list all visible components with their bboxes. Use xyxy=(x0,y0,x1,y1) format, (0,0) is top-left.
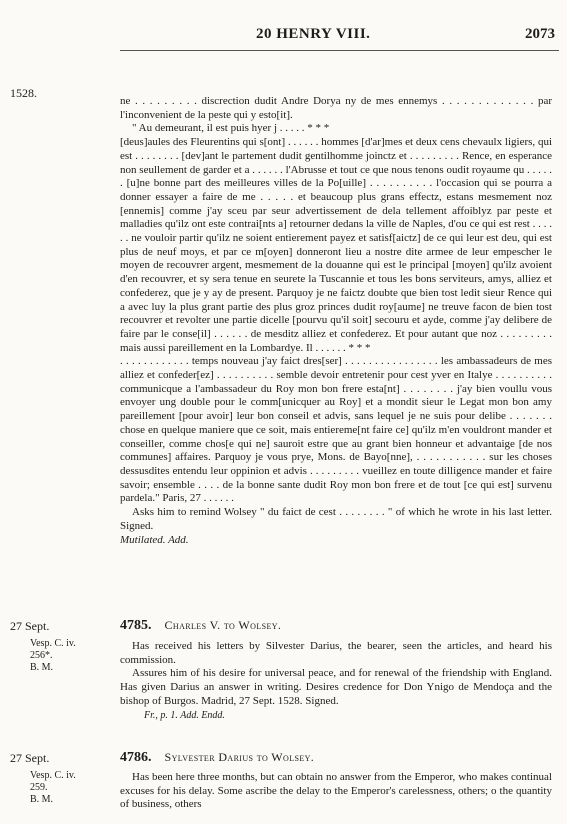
entry-date: 27 Sept. xyxy=(10,619,50,633)
entry-ref: Vesp. C. iv. xyxy=(30,638,76,649)
entry-ref: Vesp. C. iv. xyxy=(30,770,76,781)
entry-ref: 259. xyxy=(30,782,48,793)
margin-year: 1528. xyxy=(10,86,37,100)
page-header xyxy=(0,0,567,64)
letter-body xyxy=(120,95,552,547)
entry-margin-4785 xyxy=(10,620,76,674)
entry-ref: B. M. xyxy=(30,662,54,673)
page-number: 2073 xyxy=(525,26,555,42)
entry-heading-4785 xyxy=(120,618,281,634)
letter-paragraph: . . . . . . . . . . . . temps nouveau j'ay faict dres[ser] . . . . . . . . . . . . . . . . les ambassadeurs de mes alliez et confeder[ez] . . . . . . . . . . semble devoir entretenir pour cest yver en Italye . . . . . . . . . . communicque a l'ambassadeur du Roy mon bon frere esta[nt] . . . . . . . . j'ay bien voullu vous envoyer ung double pour le comm[unicquer au Roy] et a mondit sieur le Legat mon bon amy pareillement [pour avoir] leur bon conseil et advis, sans lequel je ne suis pour delibe . . . . . . . chose en quelque maniere que ce soit, mais entiereme[nt faire ce] qu'ilz m'en vouldront mander et conseiller, comme chos[e qui ne] sauroit estre que au grant bien honneur et advantaige [de nos communes] affaires. Parquoy je vous prye, Mons. de Bayo[nne], . . . . . . . . . . . sur les choses dessusdites entendu leur oppinion et advis . . . . . . . . . vueillez en toute dilligence mander et faire savoir; ensemble . . . . de la bonne sante dudit Roy mon bon frere et de tout [ce qui est] survenu pardela." Paris, 27 . . . . . . xyxy=(120,355,552,505)
letter-paragraph: Asks him to remind Wolsey " du faict de cest . . . . . . . . " of which he wrote in his last letter. Signed. xyxy=(120,506,552,532)
entry-title: Sylvester Darius to Wolsey. xyxy=(164,750,315,764)
letter-paragraph: " Au demeurant, il est puis hyer j . . . . . * * * xyxy=(132,122,330,135)
entry-paragraph: Has been here three months, but can obtain no answer from the Emperor, who makes continual excuses for his delay. Some ascribe the delay to the Emperor's carelessness, others; o the quantity of business, others xyxy=(120,771,552,811)
entry-body-4786 xyxy=(120,771,552,812)
entry-margin-4786 xyxy=(10,752,76,806)
entry-paragraph: Has received his letters by Silvester Darius, the bearer, seen the articles, and heard his commission. xyxy=(120,640,552,666)
entry-note: Fr., p. 1. Add. Endd. xyxy=(144,709,225,721)
letter-note: Mutilated. Add. xyxy=(120,533,189,546)
entry-title: Charles V. to Wolsey. xyxy=(164,618,282,632)
entry-number: 4785. xyxy=(120,618,152,633)
letter-paragraph: [deus]aules des Fleurentins qui s[ont] . . . . . . hommes [d'ar]mes et deux cens chevaulx ligiers, qui est . . . . . . . . [dev]ant le partement dudit gentilhomme joinctz et . . . . . . . . . Rence, en esperance non seullement de garder et a . . . . . . l'Abrusse et tout ce que nous tenons oudit royaume qu . . . . . . [u]ne bonne part des meilleures villes de la Po[uille] . . . . . . . . . . l'occasion qui se pourra a donner essayer a faire de me . . . . . et beaucoup plus grans effectz, estans mesmement noz [ennemis] comme j'ay sceu par seur advertissement de dela tellement affoiblyz par peste et malladies qu'ilz ont este contrai[nts a] retourner dedans la ville de Naples, d'ou ce qui est rest . . . . . . ne vouloir partir qu'ilz ne soient entierement payez et satisf[aictz] de ce qui leur est deu, qui est plus de neuf moys, et par ce m[oyen] donneront lieu a nostre dite armee de leur empescher le moyen de recouvrer argent, mesmement de la douanne qui est le principal [moyen] qu'ilz avoient d'en recouvrer, et sy sera tenue en seurete la Tuscannie et tous les bons serviteurs, amys, alliez et confederez, que je y ay de present. Parquoy je ne faictz doubte que bien tost ledit sieur Rence qui a avec luy la plus grant partie des plus groz princes dudit roy[aume] ne treuve facon de bien tost recouvrer et revolter une partie dicelle [pourvu qu'il soit] secouru et ayde, comme j'ay delibere de faire par le conse[il] . . . . . . de mesditz alliez et confederez. Et pour autant que noz . . . . . . . . . mais aussi pareillement en la Lombardye. Il . . . . . . * * * xyxy=(120,136,552,354)
running-title: 20 HENRY VIII. xyxy=(256,26,371,42)
entry-paragraph: Assures him of his desire for universal peace, and for renewal of the friendship with England. Has given Darius an answer in writing. Desires credence for Don Ynigo de Mendoça and the bishop of Burgos. Madrid, 27 Sept. 1528. Signed. xyxy=(120,667,552,707)
entry-heading-4786 xyxy=(120,750,314,766)
entry-ref: B. M. xyxy=(30,794,54,805)
header-rule xyxy=(120,50,559,51)
entry-body-4785 xyxy=(120,640,552,722)
entry-ref: 256*. xyxy=(30,650,53,661)
entry-date: 27 Sept. xyxy=(10,751,50,765)
entry-number: 4786. xyxy=(120,750,152,765)
letter-paragraph: ne . . . . . . . . . discrection dudit Andre Dorya ny de mes ennemys . . . . . . . . . . . . . par l'inconvenient de la peste qui y esto[it]. xyxy=(120,95,552,121)
